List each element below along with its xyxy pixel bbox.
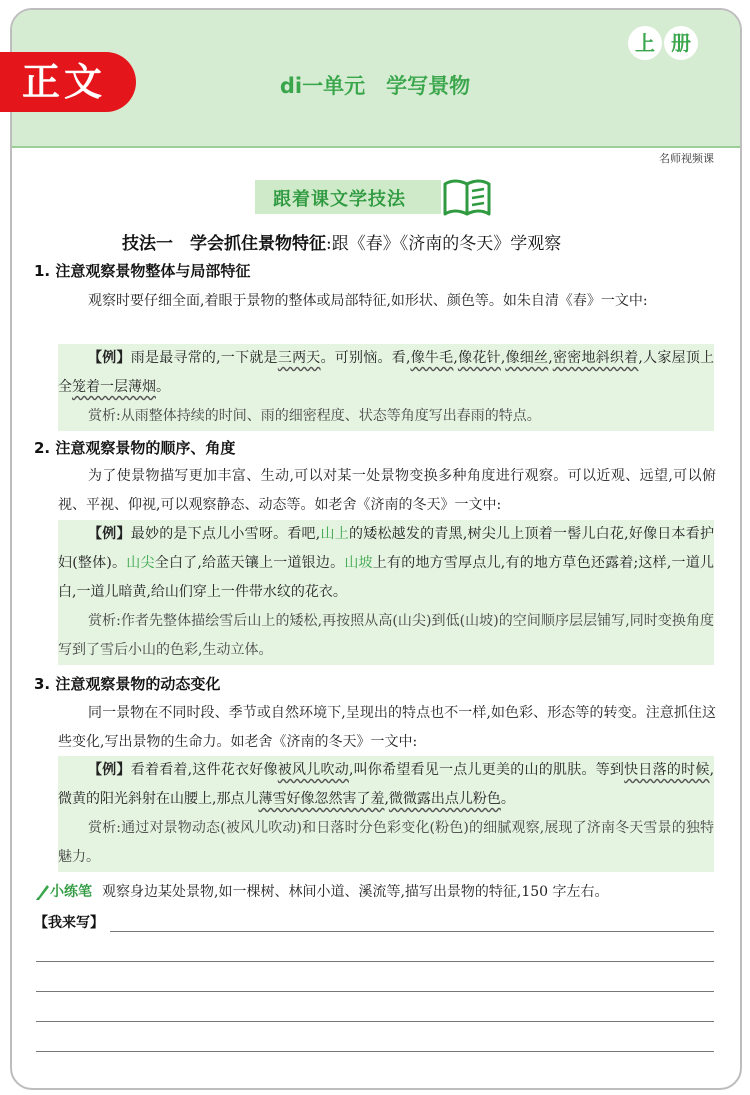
section-banner (255, 180, 495, 216)
unit-title: di一单元 学写景物 (279, 74, 471, 98)
write-area-label: 【我来写】 (34, 915, 104, 931)
highlight-phrase: 薄雪好像忽然害了羞 (258, 791, 385, 807)
section-1-heading: 1. 注意观察景物整体与局部特征 (34, 262, 251, 280)
volume-badge-first: 上 (628, 26, 662, 60)
example-label: 【例】 (88, 350, 131, 366)
open-book-icon (441, 176, 493, 218)
practice-tag: 小练笔 (50, 884, 92, 900)
section-2-heading: 2. 注意观察景物的顺序、角度 (34, 439, 236, 457)
highlight-phrase: 笼着一层薄烟 (72, 379, 156, 395)
writing-line[interactable] (36, 991, 714, 992)
section-3-example-text: 【例】看着看着,这件花衣好像被风儿吹动,叫你希望看见一点儿更美的山的肌肤。等到快日落的时候,微黄的阳光斜射在山腰上,那点儿薄雪好像忽然害了羞,微微露出点儿粉色。 (58, 762, 715, 807)
practice-prompt (34, 880, 724, 904)
section-3-intro: 同一景物在不同时段、季节或自然环境下,呈现出的特点也不一样,如色彩、形态等的转变。注意抓住这些变化,写出景物的生命力。如老舍《济南的冬天》一文中: (58, 705, 716, 750)
video-lesson-label[interactable]: 名师视频课 (659, 152, 714, 165)
highlight-phrase: 密密地斜织着 (552, 350, 639, 366)
writing-line[interactable] (36, 1051, 714, 1052)
section-3-note: 赏析:通过对景物动态(被风儿吹动)和日落时分色彩变化(粉色)的细腻观察,展现了济南冬天雪景的独特魅力。 (58, 820, 714, 865)
section-tag: 正文 (0, 52, 136, 112)
banner-title: 跟着课文学技法 (273, 189, 406, 210)
highlight-phrase: 三两天 (277, 350, 321, 366)
volume-badge-second: 册 (664, 26, 698, 60)
skill-title-main: 技法一 学会抓住景物特征 (122, 234, 326, 254)
section-1-intro: 观察时要仔细全面,着眼于景物的整体或局部特征,如形状、颜色等。如朱自清《春》一文中: (88, 293, 648, 309)
highlight-phrase: 微微露出点儿粉色 (388, 791, 501, 807)
example-label: 【例】 (88, 526, 131, 542)
highlight-phrase: 像花针 (457, 350, 501, 366)
highlight-phrase: 像牛毛 (410, 350, 454, 366)
section-2-example-text: 【例】最妙的是下点儿小雪呀。看吧,山上的矮松越发的青黑,树尖儿上顶着一髻儿白花,好像日本看护妇(整体)。山尖全白了,给蓝天镶上一道银边。山坡上有的地方雪厚点儿,有的地方草色还露着;这样,一道儿白,一道儿暗黄,给山们穿上一件带水纹的花衣。 (58, 526, 715, 600)
section-3-heading: 3. 注意观察景物的动态变化 (34, 675, 221, 693)
section-2-intro: 为了使景物描写更加丰富、生动,可以对某一处景物变换多种角度进行观察。可以近观、远望,可以俯视、平视、仰视,可以观察静态、动态等。如老舍《济南的冬天》一文中: (58, 468, 716, 513)
highlight-place: 山尖 (126, 555, 155, 571)
highlight-phrase: 快日落的时候 (624, 762, 710, 778)
section-2-note: 赏析:作者先整体描绘雪后山上的矮松,再按照从高(山尖)到低(山坡)的空间顺序层层铺写,同时变换角度写到了雪后小山的色彩,生动立体。 (58, 613, 714, 658)
highlight-phrase: 像细丝 (505, 350, 549, 366)
practice-text: 观察身边某处景物,如一棵树、林间小道、溪流等,描写出景物的特征,150 字左右。 (102, 884, 609, 900)
skill-title-sub: :跟《春》《济南的冬天》学观察 (326, 234, 562, 254)
skill-title (122, 229, 561, 254)
example-label: 【例】 (88, 762, 131, 778)
section-1-example (58, 344, 714, 431)
section-1-note: 赏析:从雨整体持续的时间、雨的细密程度、状态等角度写出春雨的特点。 (88, 408, 541, 424)
writing-line[interactable] (36, 961, 714, 962)
pen-icon (34, 883, 50, 901)
writing-line[interactable] (110, 931, 714, 932)
writing-line[interactable] (36, 1021, 714, 1022)
section-2-example (58, 520, 714, 665)
section-3-example (58, 756, 714, 872)
highlight-place: 山上 (320, 526, 349, 542)
highlight-phrase: 被风儿吹动 (277, 762, 349, 778)
highlight-place: 山坡 (344, 555, 373, 571)
section-1-example-text: 【例】雨是最寻常的,一下就是三两天。可别恼。看,像牛毛,像花针,像细丝,密密地斜织着,人家屋顶上全笼着一层薄烟。 (58, 350, 715, 395)
